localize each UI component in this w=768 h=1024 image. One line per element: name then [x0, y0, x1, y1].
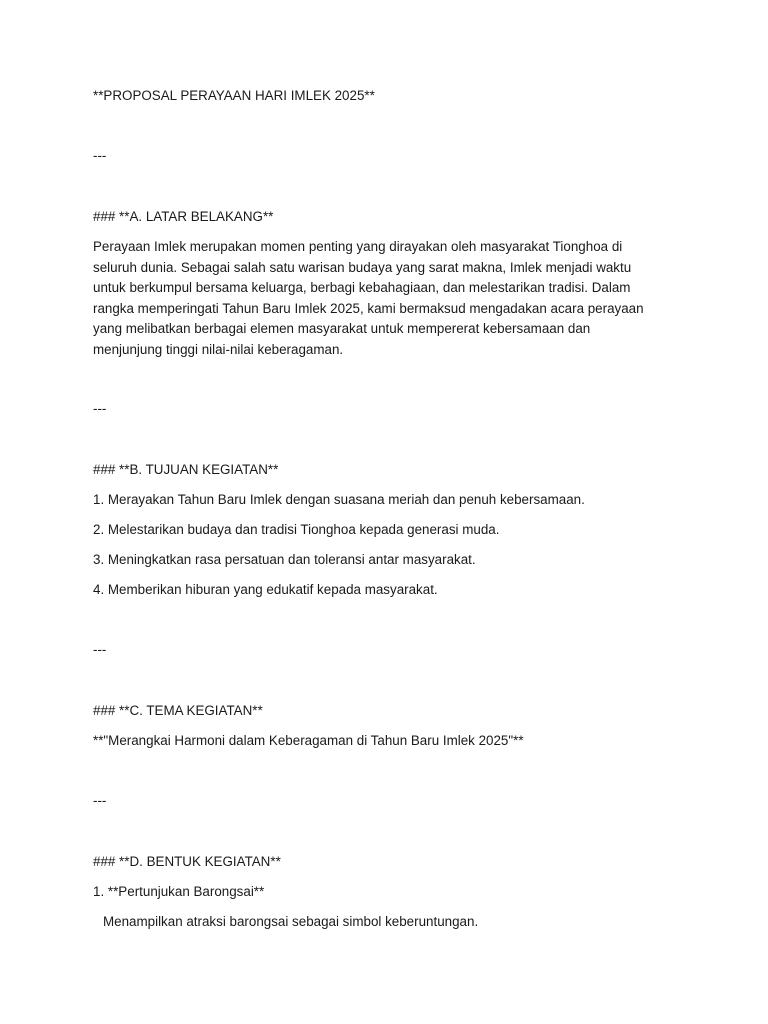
list-item: 2. Melestarikan budaya dan tradisi Tionghoa kepada generasi muda. — [93, 522, 500, 537]
document-title: **PROPOSAL PERAYAAN HARI IMLEK 2025** — [93, 88, 375, 103]
separator: --- — [93, 642, 107, 657]
section-a-heading: ### **A. LATAR BELAKANG** — [93, 209, 274, 224]
list-item: 3. Meningkatkan rasa persatuan dan toleransi antar masyarakat. — [93, 552, 476, 567]
list-item: 4. Memberikan hiburan yang edukatif kepada masyarakat. — [93, 582, 438, 597]
paragraph-line: untuk berkumpul bersama keluarga, berbagi kebahagiaan, dan melestarikan tradisi. Dalam — [93, 280, 631, 295]
paragraph-line: yang melibatkan berbagai elemen masyarakat untuk mempererat kebersamaan dan — [93, 321, 591, 336]
section-d-heading: ### **D. BENTUK KEGIATAN** — [93, 854, 281, 869]
section-c-heading: ### **C. TEMA KEGIATAN** — [93, 703, 263, 718]
paragraph-line: menjunjung tinggi nilai-nilai keberagaman. — [93, 341, 344, 357]
paragraph-line: Perayaan Imlek merupakan momen penting yang dirayakan oleh masyarakat Tionghoa di — [93, 239, 623, 254]
paragraph-line: rangka memperingati Tahun Baru Imlek 2025, kami bermaksud mengadakan acara perayaan — [93, 300, 644, 316]
list-item: 1. Merayakan Tahun Baru Imlek dengan suasana meriah dan penuh kebersamaan. — [93, 492, 585, 507]
section-a-paragraph — [93, 237, 683, 360]
list-item-title: 1. **Pertunjukan Barongsai** — [93, 884, 265, 899]
theme-text: **"Merangkai Harmoni dalam Keberagaman di Tahun Baru Imlek 2025"** — [93, 733, 524, 748]
section-b-heading: ### **B. TUJUAN KEGIATAN** — [93, 462, 279, 477]
separator: --- — [93, 401, 107, 416]
list-item-description: Menampilkan atraksi barongsai sebagai simbol keberuntungan. — [103, 914, 479, 929]
separator: --- — [93, 793, 107, 808]
separator: --- — [93, 148, 107, 163]
paragraph-line: seluruh dunia. Sebagai salah satu warisan budaya yang sarat makna, Imlek menjadi waktu — [93, 259, 632, 275]
